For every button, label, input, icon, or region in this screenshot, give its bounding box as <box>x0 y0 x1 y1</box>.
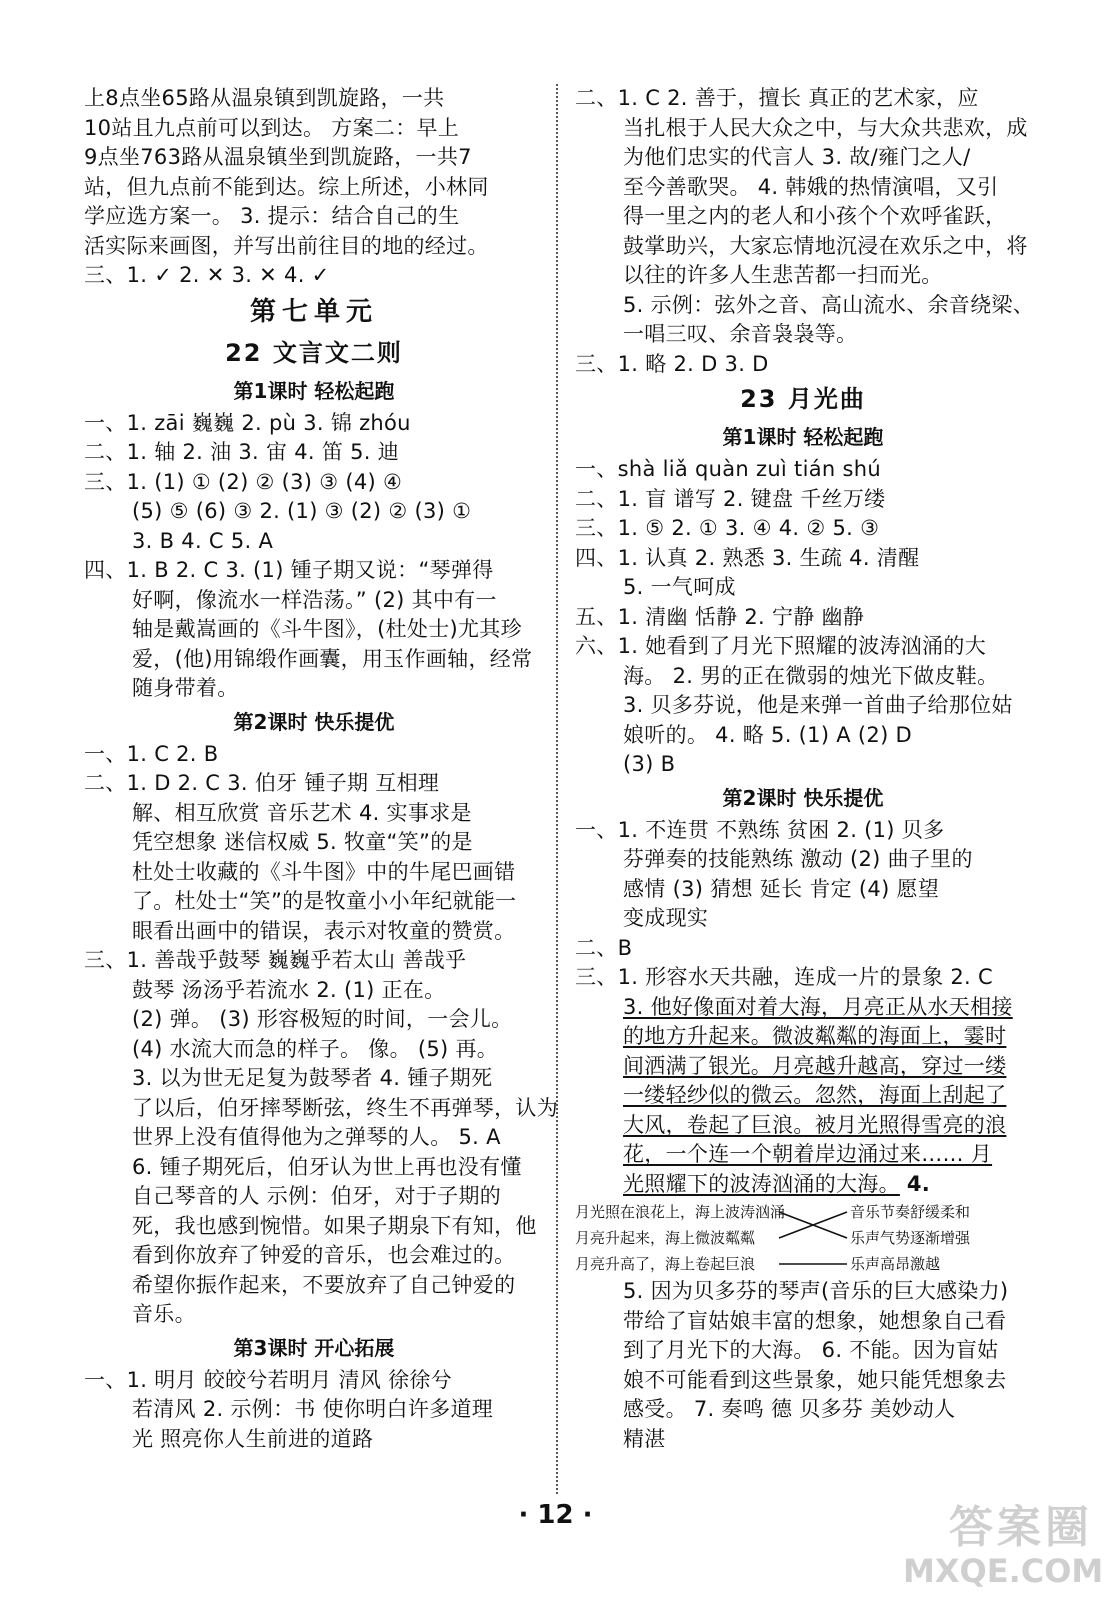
text-line: 好啊，像流水一样浩荡。” (2) 其中有一 <box>132 587 497 612</box>
underlined-passage <box>575 993 1031 1200</box>
text-line: 二、B <box>575 935 633 960</box>
text-line: (5) ⑤ (6) ③ 2. (1) ③ (2) ② (3) ① <box>132 499 472 523</box>
period-answers <box>575 455 1031 780</box>
text-line: 世界上没有值得他为之弹琴的人。 5. A <box>132 1125 501 1149</box>
text-line: 一唱三叹、余音袅袅等。 <box>623 322 858 346</box>
watermark-logo <box>903 1502 1104 1592</box>
text-line: 精湛 <box>623 1426 666 1451</box>
text-line: 一、1. 明月 皎皎兮若明月 清风 徐徐兮 <box>84 1367 453 1392</box>
text-line: 活实际来画图，并写出前往目的地的经过。 <box>84 233 489 258</box>
right-column <box>575 84 1035 1454</box>
text-line: 至今善歌哭。 4. 韩娥的热情演唱，又引 <box>623 174 999 199</box>
text-line: 若清风 2. 示例：书 使你明白许多道理 <box>132 1397 494 1421</box>
underlined-line: 间洒满了银光。月亮越升越高，穿过一缕 <box>623 1053 1007 1078</box>
text-line: 站，但九点前不能到达。综上所述，小林同 <box>84 174 489 199</box>
text-line: 了。杜处士“笑”的是牧童小小年纪就能一 <box>132 889 517 913</box>
text-line: 感情 (3) 猜想 延长 肯定 (4) 愿望 <box>623 876 940 901</box>
text-line: 二、1. C 2. 善于，擅长 真正的艺术家，应 <box>575 86 979 110</box>
text-line: 9点坐763路从温泉镇坐到凯旋路，一共7 <box>84 145 472 169</box>
text-line: 解、相互欣赏 音乐艺术 4. 实事求是 <box>132 800 472 825</box>
text-line: 以往的许多人生悲苦都一扫而光。 <box>623 263 943 287</box>
underlined-line: 一缕轻纱似的微云。忽然，海面上刮起了 <box>623 1083 1007 1107</box>
match-right-list <box>850 1199 1050 1277</box>
period-answers <box>84 740 558 1330</box>
period-title: 第2课时 快乐提优 <box>722 785 884 810</box>
text-line: 看到你放弃了钟爱的音乐，也会难过的。 <box>132 1243 516 1267</box>
text-line: 了以后，伯牙摔琴断弦，终生不再弹琴，认为 <box>132 1095 558 1120</box>
text-line: 二、1. 盲 谱写 2. 键盘 千丝万缕 <box>575 486 886 511</box>
text-line: 三、1. ⑤ 2. ① 3. ④ 4. ② 5. ③ <box>575 516 880 540</box>
period-answers <box>84 1366 544 1455</box>
true-false-answers: 三、1. ✓ 2. ✕ 3. ✕ 4. ✓ <box>84 263 330 287</box>
match-right-item: 乐声高昂激越 <box>850 1255 941 1273</box>
text-line: 变成现实 <box>623 906 709 930</box>
text-line: 光 照亮你人生前进的道路 <box>132 1426 374 1451</box>
text-line: 10站且九点前可以到达。 方案二：早上 <box>84 115 460 140</box>
text-line: 当扎根于人民大众之中，与大众共悲欢，成 <box>623 115 1028 140</box>
text-line: 娘听的。 4. 略 5. (1) A (2) D <box>623 722 913 747</box>
text-line: 三、1. (1) ① (2) ② (3) ③ (4) ④ <box>84 469 403 494</box>
text-line: 为他们忠实的代言人 3. 故/雍门之人/ <box>623 145 971 169</box>
period-title: 第3课时 开心拓展 <box>233 1335 395 1360</box>
text-line: 娘不可能看到这些景象，她只能凭想象去 <box>623 1367 1007 1392</box>
lesson-title: 22 文言文二则 <box>225 338 403 367</box>
text-line: 一、1. zāi 巍巍 2. pù 3. 锦 zhóu <box>84 410 411 435</box>
match-lines <box>773 1199 853 1277</box>
period-title: 第1课时 轻松起跑 <box>233 378 395 403</box>
text-line: 感受。 7. 奏鸣 德 贝多芬 美妙动人 <box>623 1397 956 1421</box>
period-answers <box>84 409 544 704</box>
text-line: 三、1. 善哉乎鼓琴 巍巍乎若太山 善哉乎 <box>84 948 467 972</box>
text-line: (4) 水流大而急的样子。 像。 (5) 再。 <box>132 1036 499 1061</box>
match-left-item: 月亮升高了，海上卷起巨浪 <box>575 1255 756 1273</box>
text-line: 上8点坐65路从温泉镇到凯旋路，一共 <box>84 86 445 110</box>
match-right-item: 音乐节奏舒缓柔和 <box>850 1203 971 1221</box>
matching-diagram <box>575 1199 1031 1277</box>
text-line: 四、1. 认真 2. 熟悉 3. 生疏 4. 清醒 <box>575 545 920 570</box>
text-line: 3. 以为世无足复为鼓琴者 4. 锺子期死 <box>132 1066 493 1090</box>
watermark-text: 答案圈 <box>949 1502 1093 1553</box>
underlined-line: 花，一个连一个朝着岸边涌过来…… 月 <box>623 1142 993 1166</box>
page-number: · 12 · <box>518 1500 593 1530</box>
text-line: 杜处士收藏的《斗牛图》中的牛尾巴画错 <box>132 859 516 884</box>
text-line: 3. 贝多芬说，他是来弹一首曲子给那位姑 <box>623 693 1013 717</box>
text-line: 5. 一气呵成 <box>623 575 736 599</box>
unit-title: 第七单元 <box>249 296 378 327</box>
text-line: 海。 2. 男的正在微弱的烛光下做皮鞋。 <box>623 663 999 688</box>
text-line: 5. 示例：弦外之音、高山流水、余音绕梁、 <box>623 292 1035 317</box>
text-line: 6. 锺子期死后，伯牙认为世上再也没有懂 <box>132 1154 522 1179</box>
underlined-line: 的地方升起来。微波粼粼的海面上，霎时 <box>623 1024 1007 1048</box>
text-line: 一、1. 不连贯 不熟练 贫困 2. (1) 贝多 <box>575 817 945 842</box>
intro-block <box>84 84 544 261</box>
text-line: 眼看出画中的错误，表示对牧童的赞赏。 <box>132 918 516 943</box>
text-line: 鼓掌助兴，大家忘情地沉浸在欢乐之中，将 <box>623 233 1028 258</box>
text-line: 到了月光下的大海。 6. 不能。因为盲姑 <box>623 1338 999 1362</box>
text-line: 五、1. 清幽 恬静 2. 宁静 幽静 <box>575 604 865 629</box>
left-column <box>84 84 558 1454</box>
watermark-url: MXQE.COM <box>903 1552 1104 1590</box>
text-line: (2) 弹。 (3) 形容极短的时间，一会儿。 <box>132 1007 513 1031</box>
text-line: 鼓琴 汤汤乎若流水 2. (1) 正在。 <box>132 977 446 1002</box>
text-line: 一、shà liǎ quàn zuì tián shú <box>575 457 881 481</box>
period-title: 第2课时 快乐提优 <box>233 709 395 734</box>
match-left-item: 月光照在浪花上，海上波涛汹涌 <box>575 1203 786 1221</box>
text-line: 二、1. D 2. C 3. 伯牙 锺子期 互相理 <box>84 771 440 795</box>
continued-answers <box>575 84 1035 379</box>
text-line: 芬弹奏的技能熟练 激动 (2) 曲子里的 <box>623 847 973 871</box>
text-line: 三、1. 略 2. D 3. D <box>575 351 769 376</box>
text-line: 凭空想象 迷信权威 5. 牧童“笑”的是 <box>132 830 473 854</box>
column-divider <box>556 84 558 1494</box>
text-line: 音乐。 <box>132 1302 196 1326</box>
period-title: 第1课时 轻松起跑 <box>722 425 884 449</box>
text-line: 六、1. 她看到了月光下照耀的波涛汹涌的大 <box>575 634 987 658</box>
period-answers <box>575 816 1031 1455</box>
text-line: 四、1. B 2. C 3. (1) 锺子期又说：“琴弹得 <box>84 558 494 582</box>
text-line: 轴是戴嵩画的《斗牛图》，(杜处士)尤其珍 <box>132 617 522 641</box>
text-line: 死，我也感到惋惜。如果子期泉下有知，他 <box>132 1213 537 1238</box>
match-left-item: 月亮升起来，海上微波粼粼 <box>575 1229 756 1247</box>
underlined-line: 光照耀下的波涛汹涌的大海。 <box>623 1171 900 1196</box>
question-number: 4. <box>906 1171 931 1196</box>
text-line: 随身带着。 <box>132 676 239 700</box>
lesson-title: 23 月光曲 <box>740 385 866 413</box>
text-line: 带给了盲姑娘丰富的想象，她想象自己看 <box>623 1308 1007 1333</box>
underlined-line: 大风，卷起了巨浪。被月光照得雪亮的浪 <box>623 1112 1007 1137</box>
underlined-line: 3. 他好像面对着大海，月亮正从水天相接 <box>623 994 1013 1019</box>
text-line: 5. 因为贝多芬的琴声(音乐的巨大感染力) <box>623 1279 1009 1303</box>
text-line: 希望你振作起来，不要放弃了自己钟爱的 <box>132 1272 516 1297</box>
text-line: 得一里之内的老人和小孩个个欢呼雀跃， <box>623 204 1007 228</box>
text-line: 学应选方案一。 3. 提示：结合自己的生 <box>84 204 460 228</box>
text-line: 三、1. 形容水天共融，连成一片的景象 2. C <box>575 965 993 989</box>
text-line: 爱，(他)用锦缎作画囊，用玉作画轴，经常 <box>132 646 533 671</box>
text-line: 一、1. C 2. B <box>84 741 219 766</box>
match-left-list <box>575 1199 785 1277</box>
text-line: 自己琴音的人 示例：伯牙，对于子期的 <box>132 1184 502 1208</box>
text-line: 二、1. 轴 2. 油 3. 宙 4. 笛 5. 迪 <box>84 440 400 464</box>
match-right-item: 乐声气势逐渐增强 <box>850 1229 971 1247</box>
text-line: 3. B 4. C 5. A <box>132 528 274 553</box>
text-line: (3) B <box>623 752 676 776</box>
